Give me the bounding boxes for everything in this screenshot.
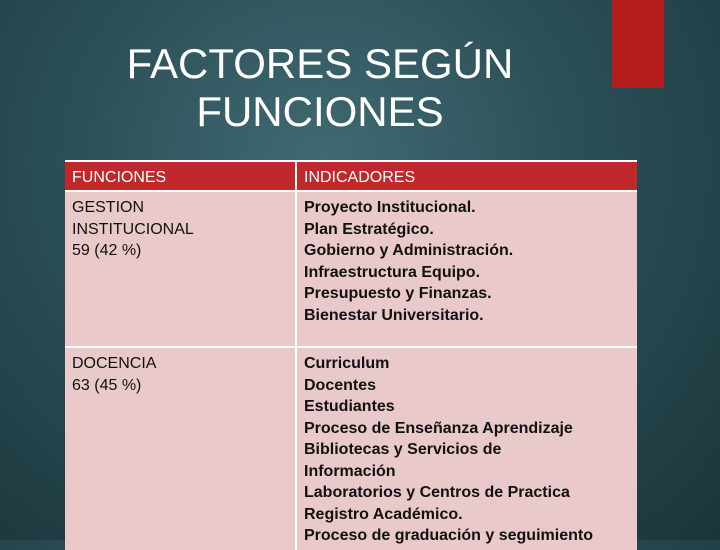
table-header-row	[65, 162, 637, 190]
row-indicadores-cell: Proyecto Institucional. Plan Estratégico. Gobierno y Administración. Infraestructura Equipo. Presupuesto y Finanzas. Bienestar Universitario.	[297, 192, 637, 346]
slide-title: FACTORES SEGÚN FUNCIONES	[126, 40, 514, 135]
row-indicadores-cell: Curriculum Docentes Estudiantes Proceso de Enseñanza Aprendizaje Bibliotecas y Servicios de Información Laboratorios y Centros de Practica Registro Académico. Proceso de graduación y seguimiento	[297, 348, 637, 550]
row-funcion-cell: DOCENCIA 63 (45 %)	[65, 348, 295, 550]
factors-table	[65, 160, 637, 550]
red-accent-bar	[612, 0, 664, 88]
table-row	[65, 348, 637, 550]
header-indicadores: INDICADORES	[297, 162, 637, 190]
row-funcion-cell: GESTION INSTITUCIONAL 59 (42 %)	[65, 192, 295, 346]
table-row	[65, 192, 637, 346]
header-funciones: FUNCIONES	[65, 162, 295, 190]
